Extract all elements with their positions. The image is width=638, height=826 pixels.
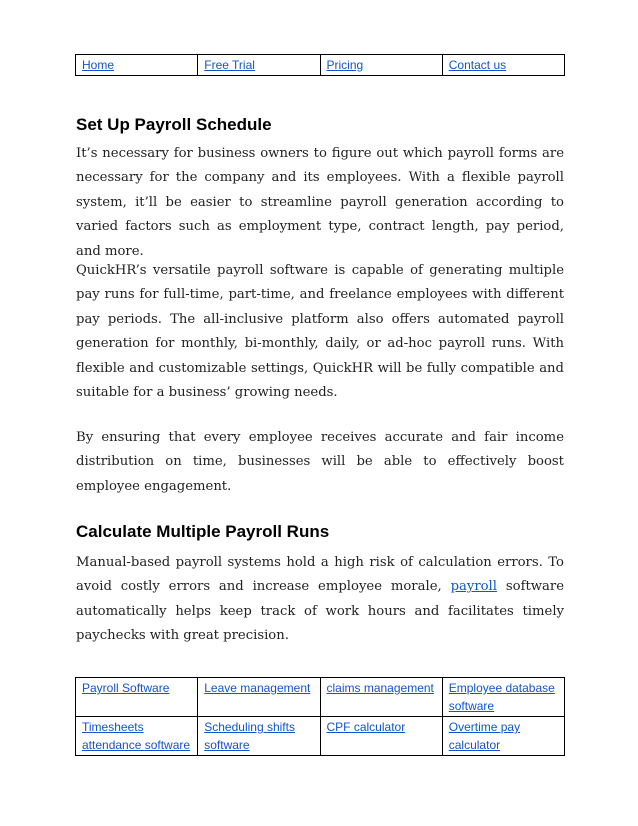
link-cpf-calculator[interactable]: CPF calculator: [326, 720, 406, 734]
link-grid-row: [76, 678, 565, 717]
link-timesheets-attendance-software[interactable]: Timesheets attendance software: [82, 720, 191, 752]
link-grid-cell: [198, 717, 320, 756]
link-scheduling-shifts-software[interactable]: Scheduling shifts software: [204, 720, 295, 752]
section-heading-payroll-schedule: Set Up Payroll Schedule: [76, 115, 272, 134]
link-grid-cell: [320, 678, 442, 717]
nav-link-home[interactable]: Home: [82, 58, 115, 72]
link-grid-cell: [442, 678, 564, 717]
nav-link-free-trial[interactable]: Free Trial: [204, 58, 255, 72]
link-employee-database-software[interactable]: Employee database software: [448, 681, 555, 713]
link-grid-row: [76, 717, 565, 756]
link-grid-cell: [198, 678, 320, 717]
nav-cell: [76, 55, 198, 76]
body-paragraph-with-link: [76, 551, 564, 649]
link-grid-cell: [442, 717, 564, 756]
nav-link-contact-us[interactable]: Contact us: [448, 58, 507, 72]
nav-link-table: [75, 54, 565, 76]
nav-cell: [442, 55, 564, 76]
body-paragraph: It’s necessary for business owners to figure out which payroll forms are necessary for the company and its employees. With a flexible payroll system, it’ll be easier to streamline payroll generation according to varied factors such as employment type, contract length, pay period, and more.: [76, 146, 564, 259]
paragraph-text-after-link: software automatically helps keep track of work hours and facilitates timely paychecks with great precision.: [76, 579, 565, 644]
nav-cell: [198, 55, 320, 76]
body-paragraph: QuickHR’s versatile payroll software is capable of generating multiple pay runs for full-time, part-time, and freelance employees with different pay periods. The all-inclusive platform also offers automated payroll generation for monthly, bi-monthly, daily, or ad-hoc payroll runs. With flexible and customizable settings, QuickHR will be fully compatible and suitable for a business’ growing needs.: [76, 263, 564, 401]
link-overtime-pay-calculator[interactable]: Overtime pay calculator: [448, 720, 521, 752]
section-heading-payroll-runs: Calculate Multiple Payroll Runs: [76, 522, 330, 541]
body-paragraph: By ensuring that every employee receives accurate and fair income distribution on time, businesses will be able to effectively boost employee engagement.: [76, 430, 564, 494]
payroll-inline-link[interactable]: payroll: [450, 579, 497, 595]
nav-link-pricing[interactable]: Pricing: [326, 58, 364, 72]
product-link-table: [75, 677, 565, 756]
link-grid-cell: [76, 717, 198, 756]
nav-row: [76, 55, 565, 76]
link-grid-cell: [320, 717, 442, 756]
link-payroll-software[interactable]: Payroll Software: [82, 681, 170, 695]
nav-cell: [320, 55, 442, 76]
link-claims-management[interactable]: claims management: [326, 681, 434, 695]
link-grid-cell: [76, 678, 198, 717]
link-leave-management[interactable]: Leave management: [204, 681, 311, 695]
paragraph-text-before-link: Manual-based payroll systems hold a high risk of calculation errors. To avoid costly errors and increase employee morale,: [76, 555, 564, 595]
